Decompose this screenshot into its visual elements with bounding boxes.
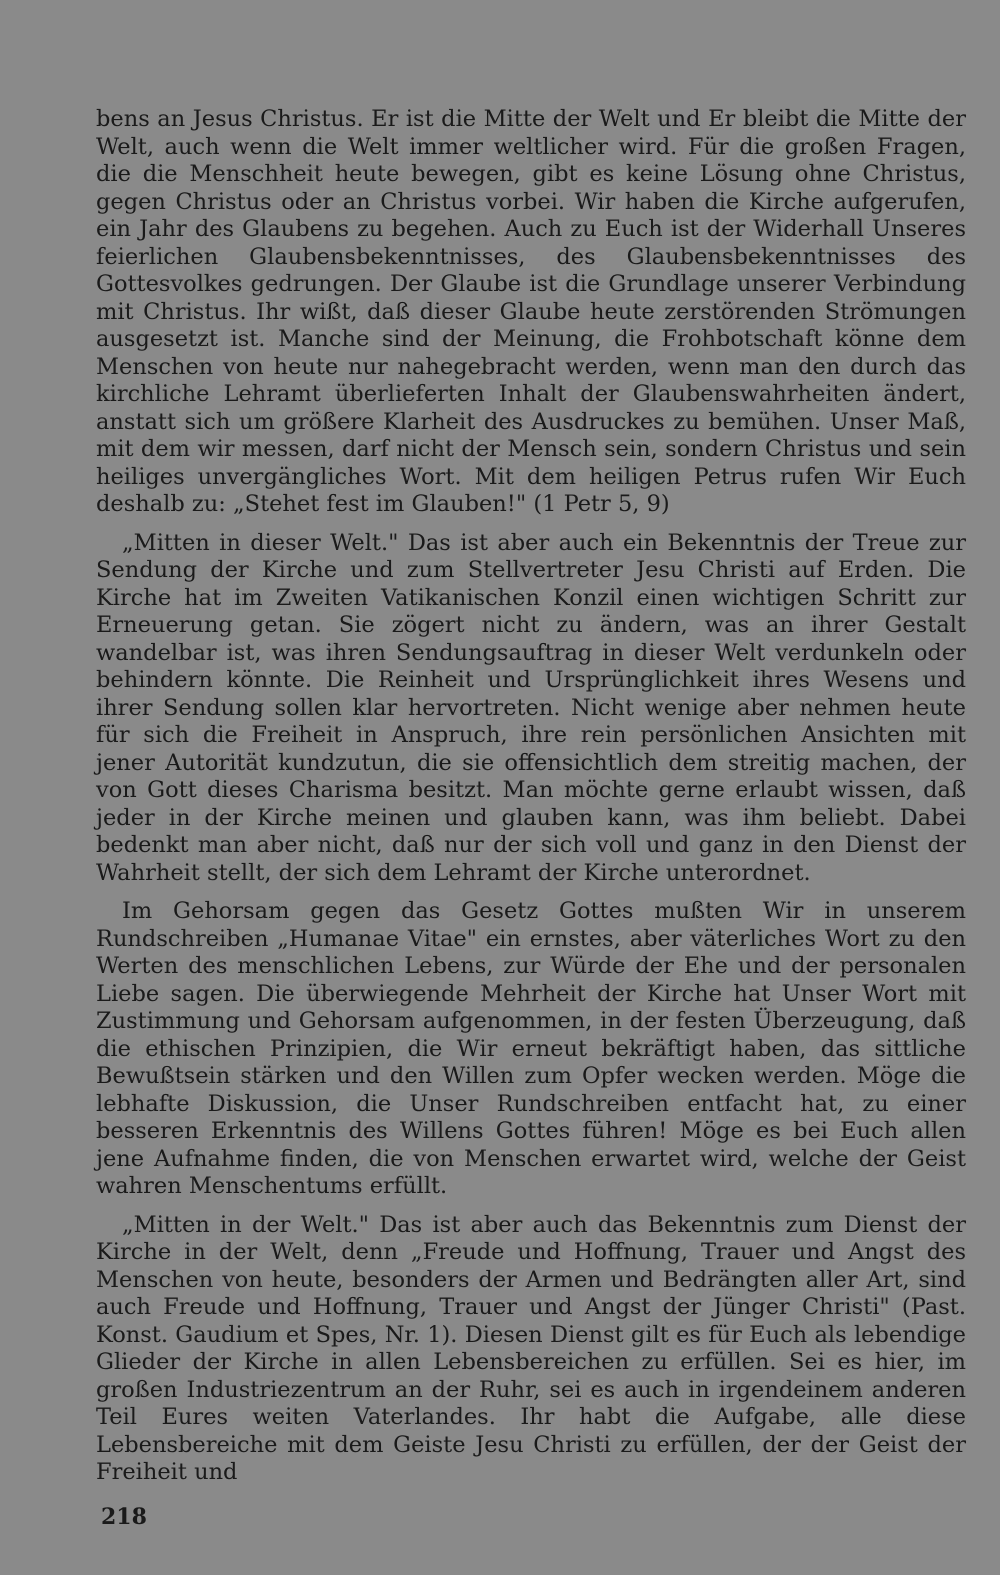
paragraph: bens an Jesus Christus. Er ist die Mitte der Welt und Er bleibt die Mitte der Welt, auch wenn die Welt immer weltlicher wird. Für die großen Fragen, die die Menschheit heute bewegen, gibt es keine Lösung ohne Christus, gegen Christus oder an Christus vorbei. Wir haben die Kirche aufgerufen, ein Jahr des Glaubens zu begehen. Auch zu Euch ist der Widerhall Unseres feierlichen Glaubensbekenntnisses, des Glaubensbekenntnisses des Gottesvolkes gedrungen. Der Glaube ist die Grundlage unserer Verbindung mit Christus. Ihr wißt, daß dieser Glaube heute zerstörenden Strömungen ausgesetzt ist. Manche sind der Meinung, die Frohbotschaft könne dem Menschen von heute nur nahegebracht werden, wenn man den durch das kirchliche Lehramt überlieferten Inhalt der Glaubenswahrheiten ändert, anstatt sich um größere Klarheit des Ausdruckes zu bemühen. Unser Maß, mit dem wir messen, darf nicht der Mensch sein, sondern Christus und sein heiliges unvergängliches Wort. Mit dem heiligen Petrus rufen Wir Euch deshalb zu: „Stehet fest im Glauben!" (1 Petr 5, 9) [96, 106, 966, 517]
paragraph: „Mitten in dieser Welt." Das ist aber auch ein Bekenntnis der Treue zur Sendung der Kirche und zum Stellvertreter Jesu Christi auf Erden. Die Kirche hat im Zweiten Vatikanischen Konzil einen wichtigen Schritt zur Erneuerung getan. Sie zögert nicht zu ändern, was an ihrer Gestalt wandelbar ist, was ihren Sendungsauftrag in dieser Welt verdunkeln oder behindern könnte. Die Reinheit und Ursprünglichkeit ihres Wesens und ihrer Sendung sollen klar hervortreten. Nicht wenige aber nehmen heute für sich die Freiheit in Anspruch, ihre rein persönlichen Ansichten mit jener Autorität kundzutun, die sie offensichtlich dem streitig machen, der von Gott dieses Charisma besitzt. Man möchte gerne erlaubt wissen, daß jeder in der Kirche meinen und glauben kann, was ihm beliebt. Dabei bedenkt man aber nicht, daß nur der sich voll und ganz in den Dienst der Wahrheit stellt, der sich dem Lehramt der Kirche unterordnet. [96, 529, 966, 886]
paragraph: „Mitten in der Welt." Das ist aber auch das Bekenntnis zum Dienst der Kirche in der Welt, denn „Freude und Hoffnung, Trauer und Angst des Menschen von heute, besonders der Armen und Bedrängten aller Art, sind auch Freude und Hoffnung, Trauer und Angst der Jünger Christi" (Past. Konst. Gaudium et Spes, Nr. 1). Diesen Dienst gilt es für Euch als lebendige Glieder der Kirche in allen Lebensbereichen zu erfüllen. Sei es hier, im großen Industriezentrum an der Ruhr, sei es auch in irgendeinem anderen Teil Eures weiten Vaterlandes. Ihr habt die Aufgabe, alle diese Lebensbereiche mit dem Geiste Jesu Christi zu erfüllen, der der Geist der Freiheit und [96, 1211, 966, 1485]
page-body [96, 106, 966, 1487]
page-number: 218 [101, 1504, 147, 1530]
paragraph: Im Gehorsam gegen das Gesetz Gottes mußten Wir in unserem Rundschreiben „Humanae Vitae" ein ernstes, aber väterliches Wort zu den Werten des menschlichen Lebens, zur Würde der Ehe und der personalen Liebe sagen. Die überwiegende Mehrheit der Kirche hat Unser Wort mit Zustimmung und Gehorsam aufgenommen, in der festen Überzeugung, daß die ethischen Prinzipien, die Wir erneut bekräftigt haben, das sittliche Bewußtsein stärken und den Willen zum Opfer wecken werden. Möge die lebhafte Diskussion, die Unser Rundschreiben entfacht hat, zu einer besseren Erkenntnis des Willens Gottes führen! Möge es bei Euch allen jene Aufnahme finden, die von Menschen erwartet wird, welche der Geist wahren Menschentums erfüllt. [96, 898, 966, 1199]
